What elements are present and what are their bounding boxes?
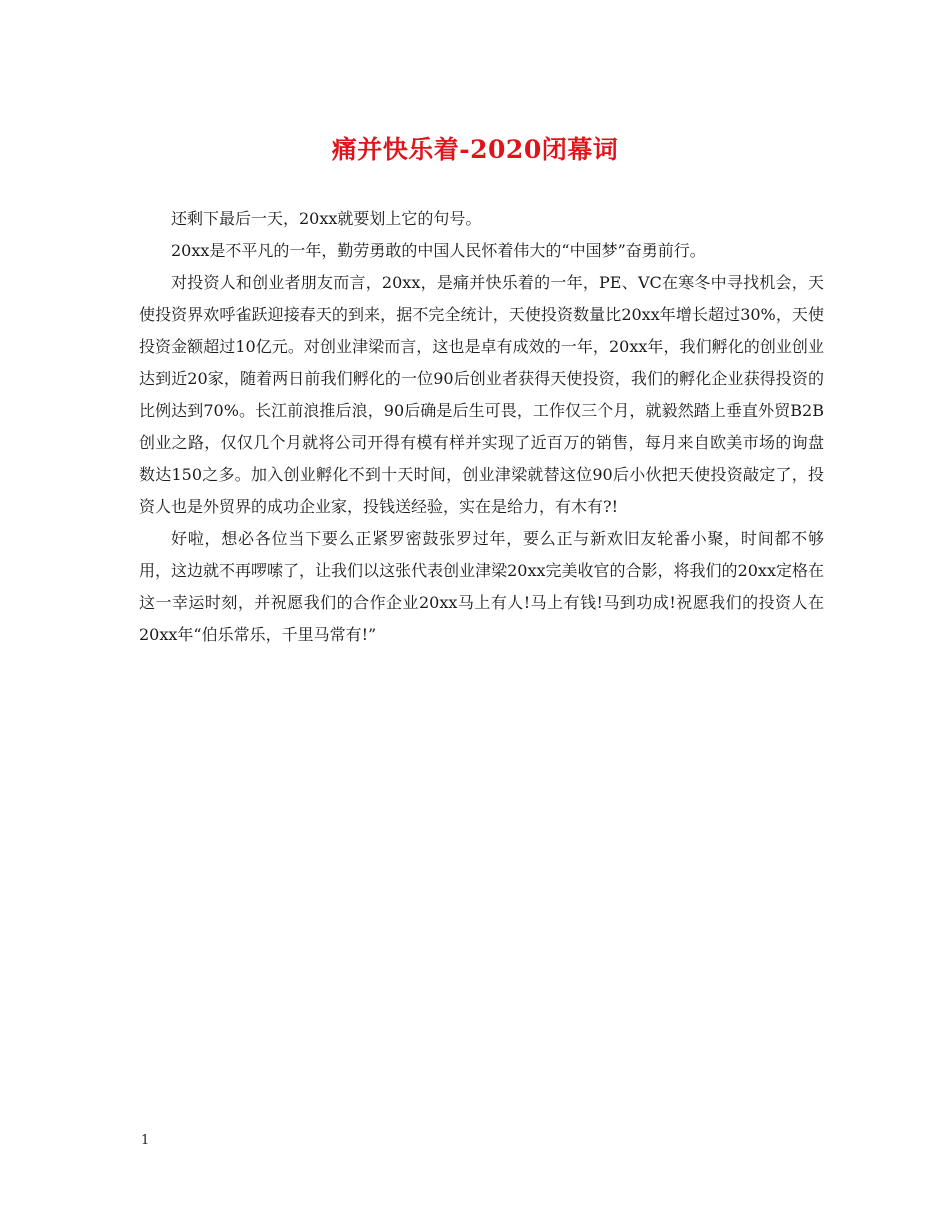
page-number: 1: [141, 1133, 150, 1148]
paragraph: 还剩下最后一天，20xx就要划上它的句号。: [171, 209, 482, 228]
paragraph: 对投资人和创业者朋友而言，20xx，是痛并快乐着的一年，PE、VC在寒冬中寻找机会，天使投资界欢呼雀跃迎接春天的到来，据不完全统计，天使投资数量比20xx年增长超过30%，天使投资金额超过10亿元。对创业津梁而言，这也是卓有成效的一年，20xx年，我们孵化的创业创业达到近20家，随着两日前我们孵化的一位90后创业者获得天使投资，我们的孵化企业获得投资的比例达到70%。长江前浪推后浪，90后确是后生可畏，工作仅三个月，就毅然踏上垂直外贸B2B创业之路，仅仅几个月就将公司开得有模有样并实现了近百万的销售，每月来自欧美市场的询盘数达150之多。加入创业孵化不到十天时间，创业津梁就替这位90后小伙把天使投资敲定了，投资人也是外贸界的成功企业家，投钱送经验，实在是给力，有木有?!: [139, 273, 824, 516]
paragraph: 20xx是不平凡的一年，勤劳勇敢的中国人民怀着伟大的“中国梦”奋勇前行。: [171, 241, 706, 260]
document-title: 痛并快乐着-2020闭幕词: [331, 135, 619, 164]
paragraph: 好啦，想必各位当下要么正紧罗密鼓张罗过年，要么正与新欢旧友轮番小聚，时间都不够用，这边就不再啰嗦了，让我们以这张代表创业津梁20xx完美收官的合影，将我们的20xx定格在这一幸运时刻，并祝愿我们的合作企业20xx马上有人!马上有钱!马到功成!祝愿我们的投资人在20xx年“伯乐常乐，千里马常有!”: [139, 529, 824, 644]
document-body: [139, 203, 824, 651]
